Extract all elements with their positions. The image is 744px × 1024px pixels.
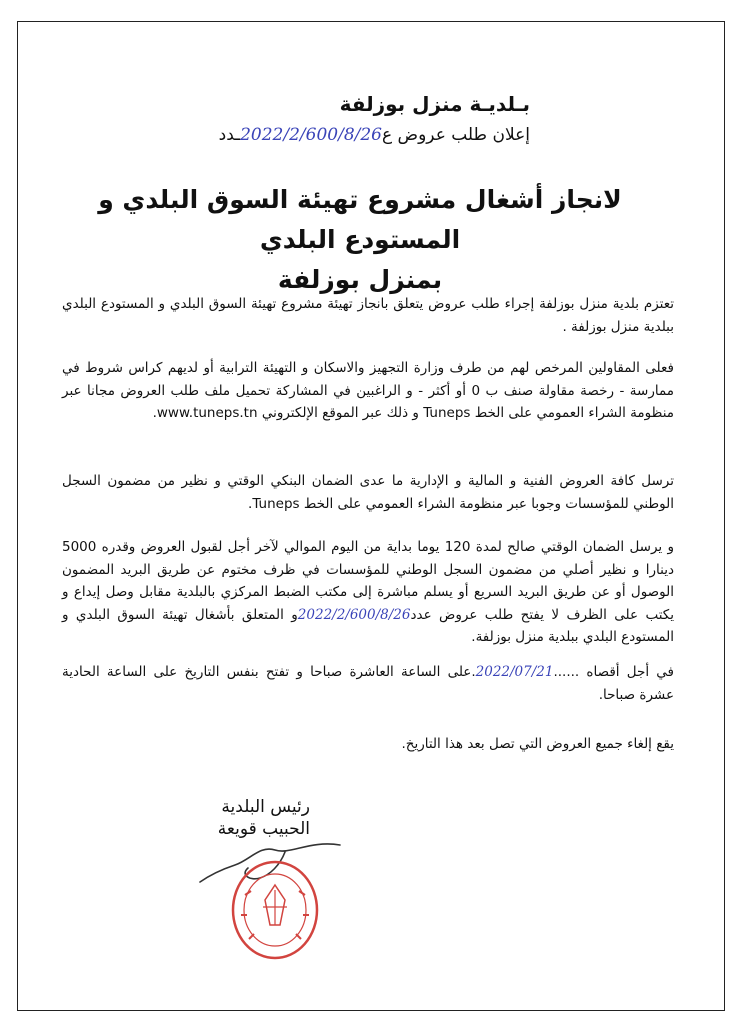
document-border (17, 21, 725, 1011)
paragraph-cancellation: يقع إلغاء جميع العروض التي تصل بعد هذا التاريخ. (401, 736, 674, 752)
official-stamp (225, 855, 325, 965)
notice-suffix: ـدد (218, 125, 241, 145)
deadline-text: .على الساعة العاشرة صباحا و تفتح بنفس التاريخ على الساعة الحادية عشرة صباحا. (62, 664, 674, 703)
notice-reference (150, 125, 530, 145)
guarantee-text-end: و المتعلق بأشغال تهيئة السوق البلدي و المستودع البلدي ببلدية منزل بوزلفة. (62, 606, 674, 645)
notice-prefix: إعلان طلب عروض ع (382, 125, 530, 145)
signatory-name: الحبيب قويعة (217, 819, 310, 839)
title-line-1: لانجاز أشغال مشروع تهيئة السوق البلدي و المستودع البلدي (98, 185, 622, 254)
paragraph-submission: ترسل كافة العروض الفنية و المالية و الإدارية ما عدى الضمان البنكي الوقتي و نظير من مضمون السجل الوطني للمؤسسات وجوبا عبر منظومة الشراء العمومي على الخط Tuneps. (62, 473, 674, 512)
paragraph-deadline (62, 661, 674, 706)
handwritten-reference-number: 2022/2/600/8/26 (240, 125, 382, 145)
signatory-title: رئيس البلدية (221, 797, 310, 817)
handwritten-deadline-date: 2022/07/21 (475, 664, 554, 680)
document-title (55, 180, 665, 300)
municipality-name: بـلديـة منزل بوزلفة (339, 92, 530, 116)
deadline-prefix: في أجل أقصاه ...... (553, 664, 674, 680)
paragraph-eligibility: فعلى المقاولين المرخص لهم من طرف وزارة التجهيز والاسكان و التهيئة الترابية أو لديهم كراس شروط في ممارسة - رخصة مقاولة صنف ب 0 أو أكثر - و الراغبين في المشاركة تحميل ملف طلب العروض مجانا عبر منظومة الشراء العمومي على الخط Tuneps و ذلك عبر الموقع الإلكتروني www.tuneps.tn. (62, 360, 674, 421)
handwritten-tender-number: 2022/2/600/8/26 (297, 606, 411, 623)
guarantee-text: و يرسل الضمان الوقتي صالح لمدة 120 يوما بداية من اليوم الموالي لآخر أجل لقبول العروض وقدره 5000 دينارا و نظير أصلي من مضمون السجل الوطني للمؤسسات في ظرف مختوم عن طريق البريد المضمون الوصول أو عن طريق البريد السريع أو يسلم مباشرة إلى مكتب الضبط المركزي بالبلدية مقابل وصل إيداع و يكتب على الظرف لا يفتح طلب عروض عدد (62, 539, 674, 623)
paragraph-intent: تعتزم بلدية منزل بوزلفة إجراء طلب عروض يتعلق بانجاز تهيئة مشروع تهيئة السوق البلدي و المستودع البلدي ببلدية منزل بوزلفة . (62, 296, 674, 335)
paragraph-guarantee (62, 536, 674, 649)
title-line-2: بمنزل بوزلفة (277, 265, 443, 294)
